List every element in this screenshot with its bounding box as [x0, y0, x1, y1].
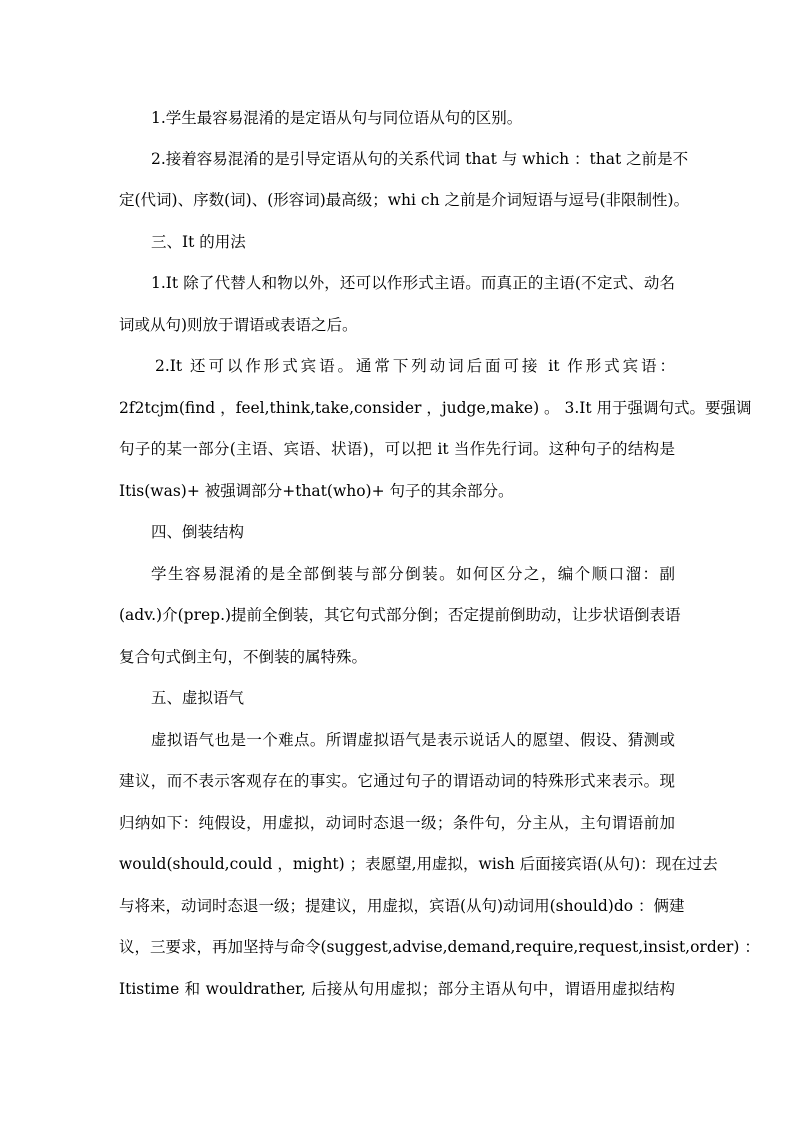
- paragraph-line: 2.It 还可以作形式宾语。通常下列动词后面可接 it 作形式宾语：: [155, 357, 675, 375]
- paragraph-line: 词或从句)则放于谓语或表语之后。: [119, 316, 358, 334]
- paragraph-line: 2.接着容易混淆的是引导定语从句的关系代词 that 与 which ：that 之前是不: [151, 150, 689, 168]
- paragraph-line: 1.It 除了代替人和物以外，还可以作形式主语。而真正的主语(不定式、动名: [151, 274, 675, 292]
- paragraph-line: Itistime 和 wouldrather, 后接从句用虚拟；部分主语从句中，谓语用虚拟结构: [119, 980, 675, 998]
- section-heading: 三、It 的用法: [151, 233, 246, 251]
- section-heading: 四、倒装结构: [151, 523, 245, 541]
- paragraph-line: 1.学生最容易混淆的是定语从句与同位语从句的区别。: [151, 109, 523, 127]
- paragraph-line: 2f2tcjm(find ，feel,think,take,consider ，judge,make) 。 3.It 用于强调句式。要强调: [119, 399, 752, 417]
- paragraph-line: 议，三要求，再加坚持与命令(suggest,advise,demand,require,request,insist,order) ：: [119, 938, 760, 956]
- paragraph-line: 建议，而不表示客观存在的事实。它通过句子的谓语动词的特殊形式来表示。现: [119, 772, 675, 790]
- paragraph-line: Itis(was)+ 被强调部分+that(who)+ 句子的其余部分。: [119, 482, 514, 500]
- paragraph-line: 句子的某一部分(主语、宾语、状语)，可以把 it 当作先行词。这种句子的结构是: [119, 440, 675, 458]
- paragraph-line: 学生容易混淆的是全部倒装与部分倒装。如何区分之，编个顺口溜：副: [151, 565, 675, 583]
- paragraph-line: 与将来，动词时态退一级；提建议，用虚拟，宾语(从句)动词用(should)do ：俩建: [119, 897, 685, 915]
- paragraph-line: 归纳如下：纯假设，用虚拟，动词时态退一级；条件句，分主从，主句谓语前加: [119, 814, 675, 832]
- paragraph-line: 定(代词)、序数(词)、(形容词)最高级；whi ch 之前是介词短语与逗号(非限制性)。: [119, 191, 690, 209]
- paragraph-line: (adv.)介(prep.)提前全倒装，其它句式部分倒；否定提前倒助动，让步状语倒表语: [119, 606, 681, 624]
- paragraph-line: 复合句式倒主句，不倒装的属特殊。: [119, 648, 368, 666]
- paragraph-line: 虚拟语气也是一个难点。所谓虚拟语气是表示说话人的愿望、假设、猜测或: [151, 731, 675, 749]
- paragraph-line: would(should,could ，might) ；表愿望,用虚拟，wish 后面接宾语(从句)：现在过去: [119, 855, 718, 873]
- section-heading: 五、虚拟语气: [151, 689, 245, 707]
